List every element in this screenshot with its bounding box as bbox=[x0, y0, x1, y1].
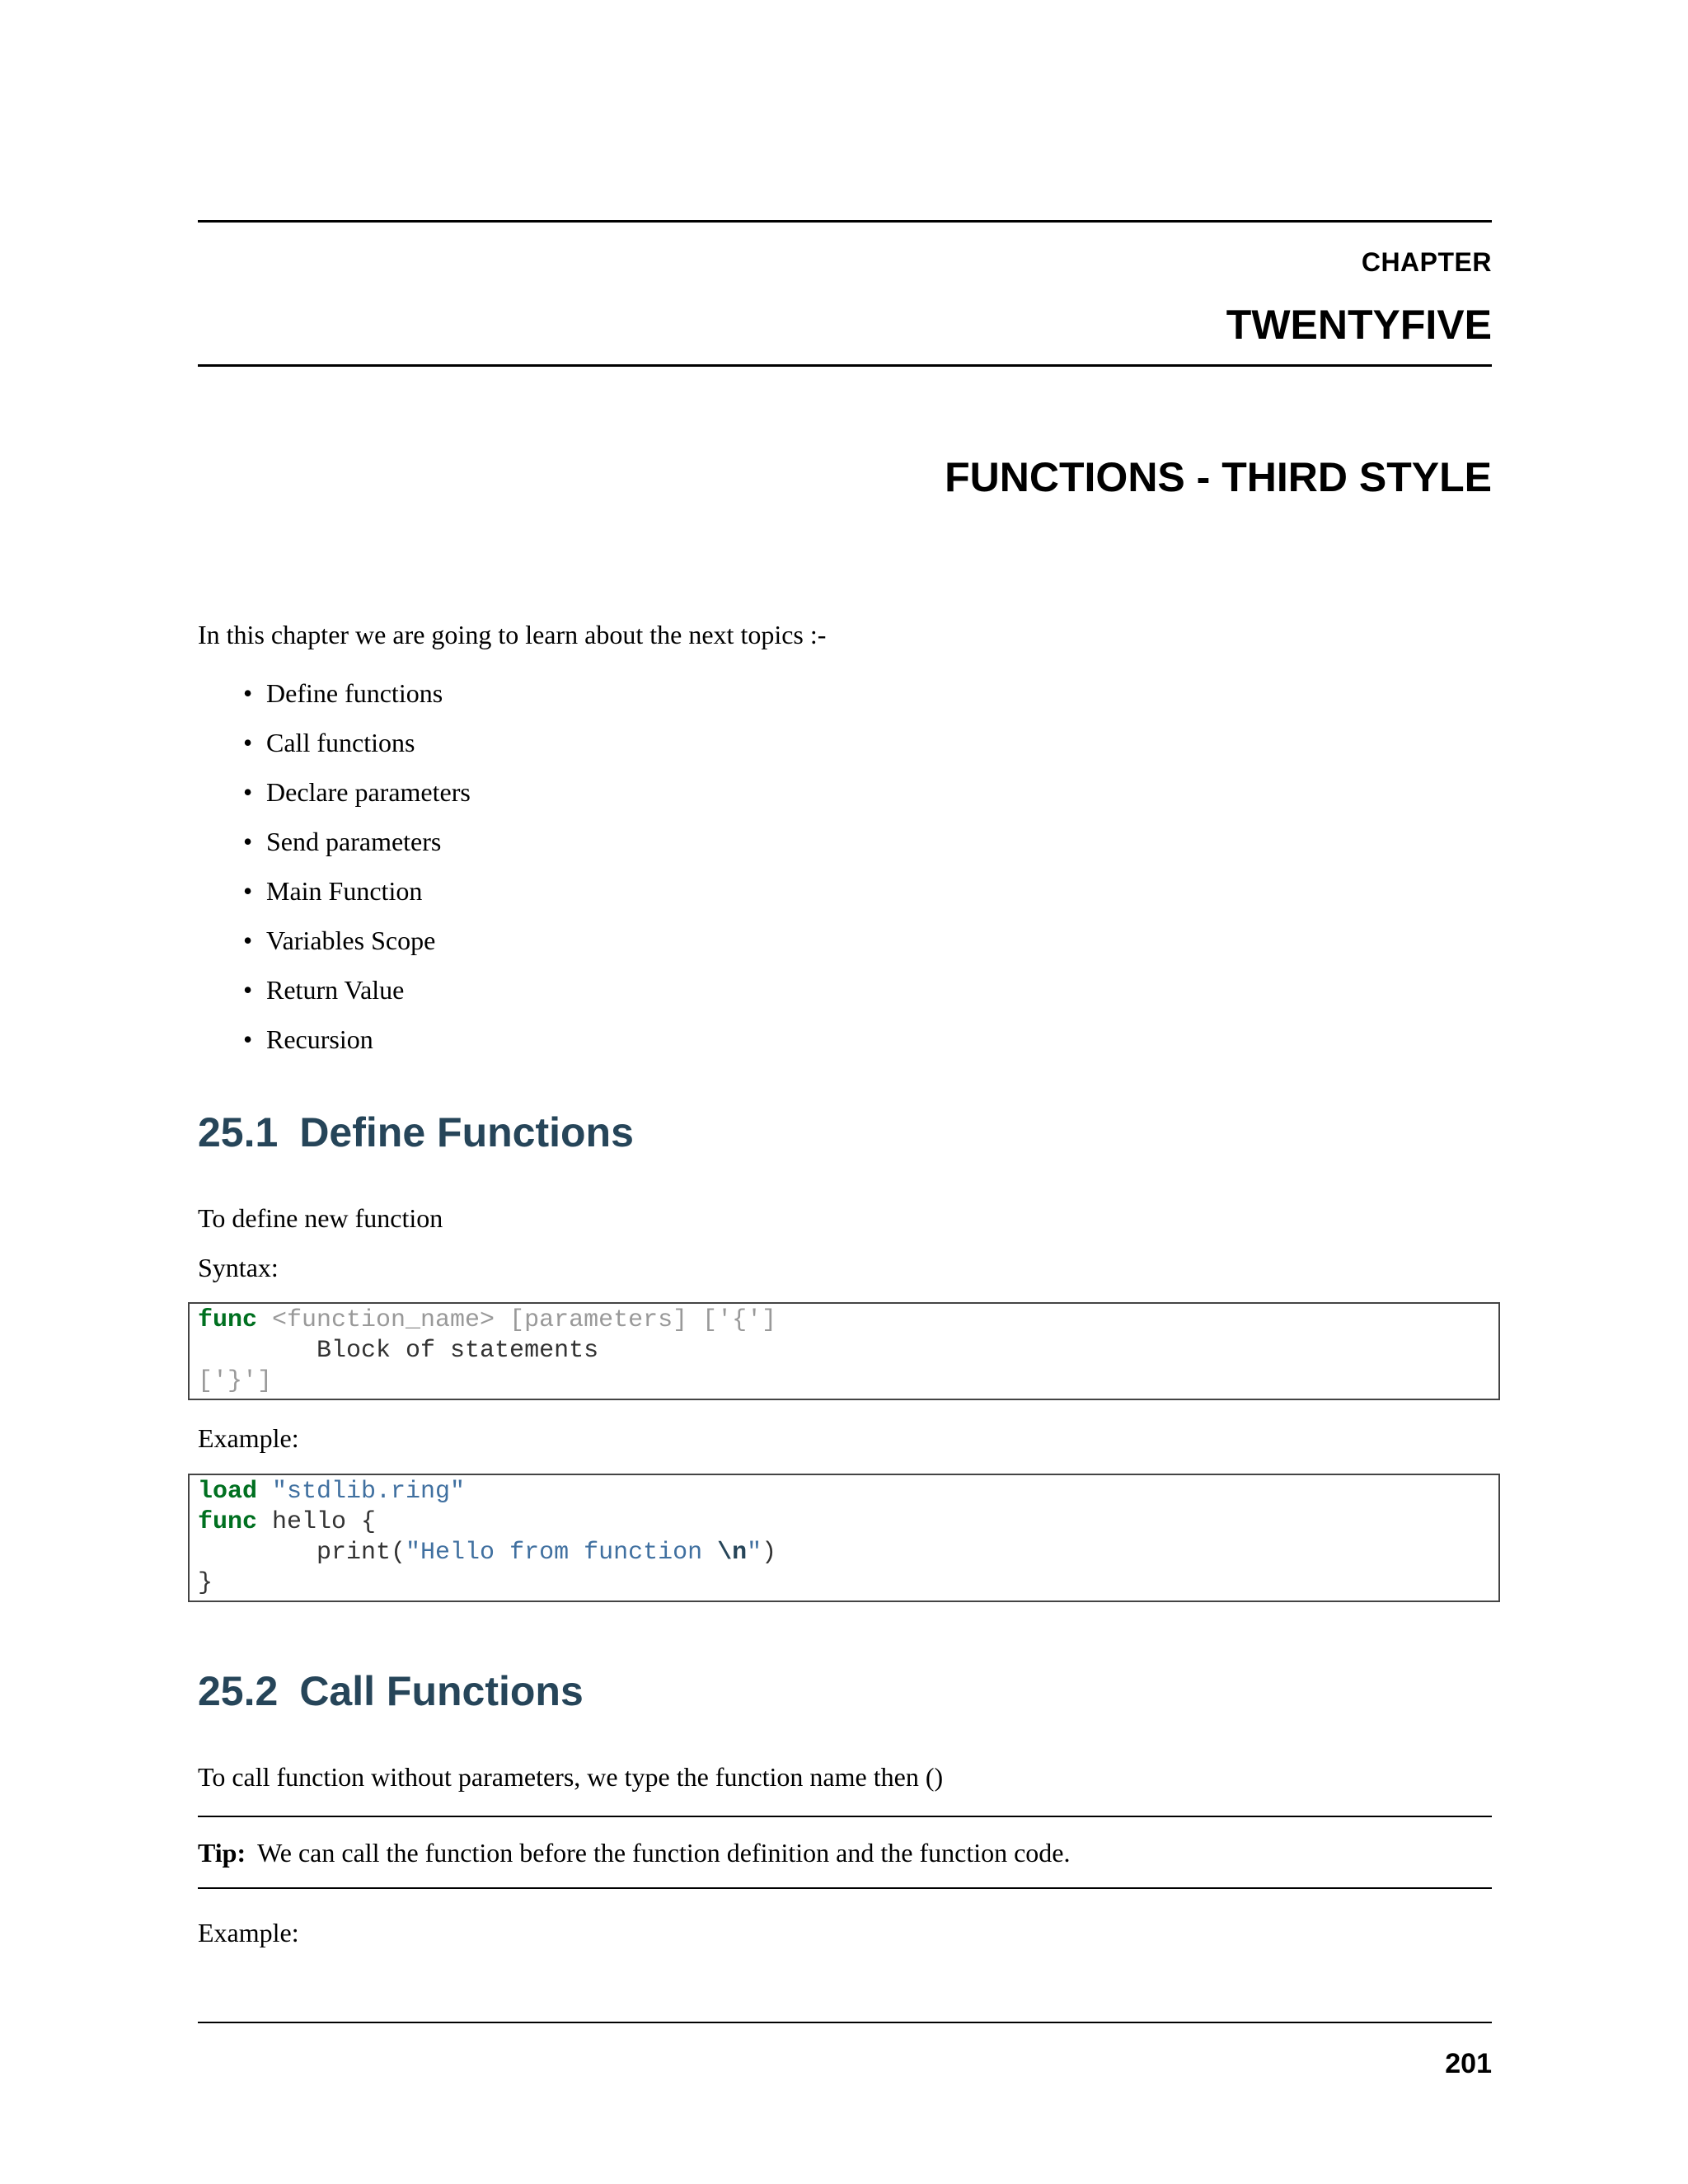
bullet-icon: • bbox=[243, 1024, 253, 1054]
chapter-label: CHAPTER bbox=[1361, 247, 1492, 277]
code-line: ['}'] bbox=[198, 1367, 273, 1395]
chapter-title: FUNCTIONS - THIRD STYLE bbox=[945, 454, 1492, 500]
list-item: • Send parameters bbox=[243, 827, 442, 856]
section-heading-define-functions: 25.1 Define Functions bbox=[198, 1109, 634, 1155]
bullet-icon: • bbox=[243, 975, 253, 1005]
tip-top-rule bbox=[198, 1816, 1492, 1817]
list-item: • Define functions bbox=[243, 678, 443, 708]
list-item: • Variables Scope bbox=[243, 926, 436, 955]
tip-label: Tip: bbox=[198, 1838, 246, 1868]
code-line: load "stdlib.ring" bbox=[198, 1478, 466, 1506]
list-item: • Main Function bbox=[243, 876, 423, 906]
syntax-code-block bbox=[188, 1302, 1500, 1400]
syntax-label: Syntax: bbox=[198, 1253, 279, 1282]
list-item: • Call functions bbox=[243, 728, 415, 757]
bullet-icon: • bbox=[243, 777, 253, 807]
chapter-number: TWENTYFIVE bbox=[1226, 302, 1492, 348]
footer-rule bbox=[198, 2022, 1492, 2023]
list-item: • Declare parameters bbox=[243, 777, 471, 807]
code-line: print("Hello from function \n") bbox=[198, 1539, 777, 1567]
document-page bbox=[198, 0, 1492, 2184]
chapter-bottom-rule bbox=[198, 364, 1492, 367]
list-item: • Return Value bbox=[243, 975, 405, 1005]
code-line: } bbox=[198, 1569, 213, 1597]
topics-list bbox=[243, 677, 471, 1072]
tip-text: We can call the function before the function definition and the function code. bbox=[257, 1838, 1071, 1868]
define-description: To define new function bbox=[198, 1203, 443, 1233]
code-line: func hello { bbox=[198, 1508, 377, 1536]
call-description: To call function without parameters, we type the function name then () bbox=[198, 1762, 944, 1792]
page-number: 201 bbox=[1445, 2048, 1492, 2079]
code-line: Block of statements bbox=[198, 1337, 599, 1365]
example-code-block bbox=[188, 1474, 1500, 1602]
tip-note bbox=[198, 1836, 1071, 1869]
code-line: func <function_name> [parameters] ['{'] bbox=[198, 1306, 777, 1334]
bullet-icon: • bbox=[243, 728, 253, 757]
bullet-icon: • bbox=[243, 678, 253, 708]
bullet-icon: • bbox=[243, 876, 253, 906]
tip-bottom-rule bbox=[198, 1887, 1492, 1889]
example-label: Example: bbox=[198, 1423, 299, 1453]
bullet-icon: • bbox=[243, 926, 253, 955]
chapter-top-rule bbox=[198, 220, 1492, 223]
bullet-icon: • bbox=[243, 827, 253, 856]
section-heading-call-functions: 25.2 Call Functions bbox=[198, 1668, 584, 1714]
list-item: • Recursion bbox=[243, 1024, 373, 1054]
call-example-label: Example: bbox=[198, 1918, 299, 1947]
intro-text: In this chapter we are going to learn about the next topics :- bbox=[198, 620, 827, 649]
